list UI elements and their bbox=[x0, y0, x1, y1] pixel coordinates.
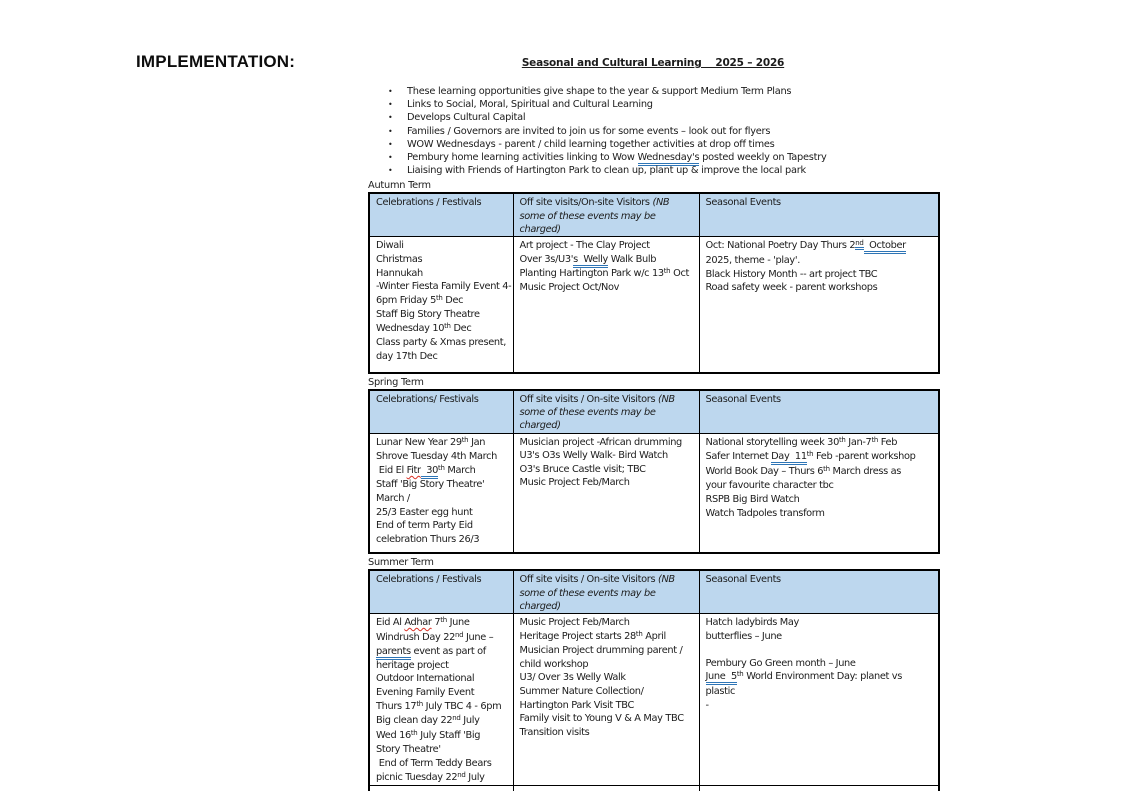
text-segment: Jan bbox=[468, 436, 486, 448]
text-line bbox=[706, 465, 935, 480]
text-line bbox=[706, 507, 935, 521]
table-cell bbox=[514, 614, 699, 739]
text-line bbox=[706, 630, 935, 644]
text-segment: Musician Project drumming parent / bbox=[519, 645, 683, 657]
text-line bbox=[376, 294, 509, 309]
text-segment: th bbox=[416, 699, 423, 708]
text-line bbox=[376, 743, 509, 757]
table-cell-slot bbox=[699, 237, 939, 373]
text-segment: th bbox=[838, 435, 846, 444]
text-line bbox=[706, 616, 935, 630]
body-row bbox=[369, 237, 939, 373]
text-segment: parents bbox=[376, 646, 411, 660]
header-row bbox=[369, 570, 939, 613]
text-segment: Jan-7 bbox=[845, 436, 872, 448]
table-cell bbox=[700, 237, 939, 294]
text-line bbox=[706, 254, 935, 268]
text-line bbox=[376, 492, 509, 506]
text-line bbox=[520, 712, 695, 726]
text-segment: Seasonal Events bbox=[705, 574, 781, 586]
text-line bbox=[706, 699, 935, 713]
table-cell bbox=[370, 194, 513, 209]
text-segment: Off site visits / On-site Visitors bbox=[519, 393, 658, 405]
text-line bbox=[376, 350, 509, 364]
text-line bbox=[376, 645, 509, 659]
text-segment: End of term Party Eid bbox=[376, 520, 473, 532]
text-line bbox=[520, 463, 695, 477]
text-segment: Over 3s/U3' bbox=[519, 253, 574, 265]
text-segment: World Book Day – Thurs 6 bbox=[705, 465, 824, 477]
bullet-item bbox=[368, 138, 938, 151]
text-segment: Pembury home learning activities linking to Wow bbox=[407, 152, 638, 164]
term-label: Spring Term bbox=[368, 376, 424, 388]
text-line bbox=[376, 573, 509, 586]
text-segment: celebration Thurs 26/3 bbox=[376, 533, 480, 545]
text-line bbox=[520, 699, 695, 713]
text-segment: 6pm Friday 5 bbox=[376, 294, 436, 306]
text-segment: Music Project Feb/March bbox=[519, 617, 630, 629]
text-line bbox=[520, 253, 695, 267]
text-segment: Outdoor International bbox=[376, 673, 475, 685]
text-segment: Transition visits bbox=[519, 726, 590, 738]
term-tables bbox=[368, 179, 938, 790]
text-segment: picnic Tuesday 22 bbox=[376, 771, 458, 783]
text-line bbox=[520, 671, 695, 685]
text-line bbox=[520, 419, 695, 432]
text-segment: October bbox=[864, 240, 906, 254]
text-segment: heritage project bbox=[376, 659, 449, 671]
text-segment: Wednesday 10 bbox=[376, 322, 445, 334]
text-segment: - bbox=[705, 699, 709, 711]
text-segment: Christmas bbox=[376, 253, 423, 265]
table-cell bbox=[370, 391, 513, 406]
text-segment: Walk Bulb bbox=[608, 253, 657, 265]
text-line bbox=[376, 506, 509, 520]
document-content bbox=[368, 57, 938, 791]
text-line bbox=[376, 436, 509, 451]
table-cell-slot bbox=[699, 433, 939, 553]
text-segment: Big clean day 22 bbox=[376, 715, 453, 727]
text-line bbox=[520, 196, 695, 209]
text-line bbox=[376, 253, 509, 267]
bullet-dot-icon: • bbox=[388, 87, 393, 96]
text-segment: Oct bbox=[670, 267, 689, 279]
text-segment: Staff Big Story Theatre bbox=[376, 309, 480, 321]
text-segment: 2025, theme - 'play'. bbox=[705, 254, 800, 266]
text-segment: th bbox=[871, 435, 879, 444]
text-line bbox=[376, 533, 509, 547]
text-segment: Celebrations/ Festivals bbox=[376, 393, 479, 405]
table-cell bbox=[370, 434, 513, 547]
text-segment: plastic bbox=[705, 686, 736, 698]
text-segment: charged) bbox=[519, 224, 561, 236]
text-segment: U3's O3s Welly Walk- Bird Watch bbox=[519, 450, 668, 462]
text-segment: Hatch ladybirds May bbox=[705, 617, 800, 629]
bullet-text bbox=[407, 151, 827, 164]
cutoff-cell bbox=[699, 786, 939, 791]
cutoff-row bbox=[369, 786, 939, 791]
text-segment: Music Project Feb/March bbox=[519, 477, 630, 489]
text-segment: July TBC 4 - 6pm bbox=[422, 700, 502, 712]
table-cell bbox=[700, 571, 939, 586]
text-line bbox=[706, 436, 935, 451]
text-segment: Art project - The Clay Project bbox=[519, 240, 650, 252]
table-cell bbox=[700, 614, 939, 712]
text-line bbox=[376, 196, 509, 209]
text-line bbox=[520, 223, 695, 236]
text-line bbox=[376, 616, 509, 631]
text-line bbox=[706, 493, 935, 507]
text-line bbox=[706, 670, 935, 685]
text-segment: your favourite character tbc bbox=[705, 480, 834, 492]
text-segment: O3's Bruce Castle visit; TBC bbox=[519, 463, 646, 475]
text-segment: Feb bbox=[878, 436, 898, 448]
text-segment: RSPB Big Bird Watch bbox=[705, 494, 800, 506]
text-segment: June 5 bbox=[706, 671, 737, 685]
bullet-item bbox=[368, 164, 938, 177]
text-segment: June – bbox=[463, 631, 494, 643]
text-segment: Day 11 bbox=[771, 451, 807, 465]
text-segment: 7 bbox=[431, 617, 441, 629]
table-cell-slot bbox=[513, 614, 699, 786]
text-segment: Seasonal Events bbox=[705, 197, 781, 209]
text-segment: Story Theatre' bbox=[376, 744, 441, 756]
text-line bbox=[520, 281, 695, 295]
text-line bbox=[520, 239, 695, 253]
text-line bbox=[520, 393, 695, 406]
text-segment: posted weekly on Tapestry bbox=[699, 152, 827, 164]
header-row bbox=[369, 193, 939, 236]
text-line bbox=[520, 600, 695, 613]
text-line bbox=[376, 714, 509, 729]
text-line bbox=[706, 239, 935, 254]
text-line bbox=[706, 393, 935, 406]
text-segment: Heritage Project starts 28 bbox=[519, 630, 636, 642]
text-segment: some of these events may be bbox=[519, 407, 656, 419]
text-segment: Pembury Go Green month – June bbox=[705, 657, 856, 669]
term-label: Summer Term bbox=[368, 557, 434, 569]
text-line bbox=[376, 672, 509, 686]
table-cell-slot bbox=[699, 614, 939, 786]
text-segment: some of these events may be bbox=[519, 587, 656, 599]
text-segment: th bbox=[806, 450, 814, 459]
table-cell bbox=[370, 571, 513, 586]
bullet-dot-icon: • bbox=[388, 126, 393, 136]
text-segment: Summer Nature Collection/ bbox=[519, 686, 644, 698]
body-row bbox=[369, 614, 939, 786]
bullet-text bbox=[407, 164, 806, 177]
text-line bbox=[376, 450, 509, 464]
page-title: IMPLEMENTATION: bbox=[136, 52, 296, 71]
text-segment: charged) bbox=[519, 420, 561, 432]
text-line bbox=[376, 729, 509, 744]
text-segment: Lunar New Year 29 bbox=[376, 436, 462, 448]
text-line bbox=[520, 476, 695, 490]
text-line bbox=[376, 322, 509, 337]
text-segment: March bbox=[444, 464, 476, 476]
text-line bbox=[706, 657, 935, 671]
text-segment: nd bbox=[454, 630, 464, 639]
text-segment: End of Term Teddy Bears bbox=[376, 758, 492, 770]
text-segment: Wednesday's bbox=[638, 152, 700, 166]
bullet-text bbox=[407, 98, 653, 111]
text-segment: World Environment Day: planet vs bbox=[743, 671, 902, 683]
text-segment: Music Project Oct/Nov bbox=[519, 282, 620, 294]
text-segment: th bbox=[440, 616, 447, 625]
text-line bbox=[520, 406, 695, 419]
bullet-item bbox=[368, 85, 938, 98]
text-segment: Celebrations / Festivals bbox=[376, 574, 482, 586]
text-line bbox=[520, 685, 695, 699]
table-cell bbox=[514, 194, 699, 236]
bullet-item bbox=[368, 98, 938, 111]
term-table bbox=[368, 192, 940, 373]
text-line bbox=[706, 450, 935, 465]
table-cell bbox=[370, 614, 513, 785]
text-segment: Dec bbox=[442, 294, 464, 306]
text-line bbox=[376, 393, 509, 406]
table-cell-slot bbox=[513, 237, 699, 373]
text-segment: nd bbox=[457, 770, 466, 779]
text-line bbox=[520, 630, 695, 645]
text-segment: Planting Hartington Park w/c 13 bbox=[519, 267, 664, 279]
text-line bbox=[706, 281, 935, 295]
bullet-item bbox=[368, 151, 938, 164]
text-segment: March dress as bbox=[829, 465, 902, 477]
text-segment: Hartington Park Visit TBC bbox=[519, 699, 634, 711]
text-segment: Evening Family Event bbox=[376, 687, 475, 699]
table-cell-slot bbox=[369, 433, 513, 553]
text-segment: child workshop bbox=[519, 658, 589, 670]
bullet-dot-icon: • bbox=[388, 153, 393, 163]
table-cell bbox=[514, 237, 699, 294]
text-line bbox=[706, 643, 935, 657]
text-segment: Diwali bbox=[376, 240, 404, 252]
text-line bbox=[706, 479, 935, 493]
cutoff-cell bbox=[369, 786, 513, 791]
bullet-text bbox=[407, 125, 770, 138]
text-line bbox=[376, 239, 509, 253]
text-line bbox=[520, 573, 695, 586]
text-line bbox=[376, 631, 509, 646]
bullet-text bbox=[407, 85, 791, 98]
bullet-dot-icon: • bbox=[388, 139, 393, 149]
text-segment: March / bbox=[376, 493, 410, 505]
body-row bbox=[369, 433, 939, 553]
bullet-dot-icon: • bbox=[388, 113, 393, 123]
text-segment: Adhar bbox=[404, 617, 432, 629]
text-segment: th bbox=[736, 670, 744, 679]
text-line bbox=[706, 573, 935, 586]
text-segment: Eid El bbox=[376, 464, 407, 476]
text-segment: Hannukah bbox=[376, 267, 423, 279]
table-cell-slot bbox=[513, 433, 699, 553]
text-segment: some of these events may be bbox=[519, 210, 656, 222]
text-line bbox=[520, 726, 695, 740]
table-cell-slot bbox=[513, 570, 699, 613]
text-segment: Celebrations / Festivals bbox=[376, 197, 482, 209]
text-segment: U3/ Over 3s Welly Walk bbox=[519, 672, 626, 684]
table-cell bbox=[514, 391, 699, 433]
text-segment: th bbox=[410, 728, 418, 737]
text-segment: WOW Wednesdays - parent / child learning together activities at drop off times bbox=[407, 138, 775, 150]
text-line bbox=[376, 700, 509, 715]
text-segment: Thurs 17 bbox=[376, 700, 417, 712]
text-segment: Off site visits / On-site Visitors bbox=[519, 574, 658, 586]
text-line bbox=[520, 644, 695, 658]
text-line bbox=[376, 478, 509, 492]
text-segment: National storytelling week 30 bbox=[705, 436, 839, 448]
text-line bbox=[376, 771, 509, 786]
table-cell-slot bbox=[699, 390, 939, 433]
text-segment: th bbox=[461, 435, 469, 444]
text-segment: Musician project -African drumming bbox=[519, 436, 682, 448]
text-segment: 25/3 Easter egg hunt bbox=[376, 506, 473, 518]
text-segment: day 17th Dec bbox=[376, 351, 438, 363]
table-cell bbox=[370, 237, 513, 363]
text-segment: th bbox=[438, 463, 445, 472]
text-segment: (NB bbox=[657, 574, 675, 586]
table-cell-slot bbox=[513, 390, 699, 433]
text-segment: Feb -parent workshop bbox=[813, 451, 916, 463]
text-line bbox=[376, 519, 509, 533]
text-segment: event as part of bbox=[410, 646, 486, 658]
text-segment: Off site visits/On-site Visitors bbox=[519, 197, 653, 209]
bullet-text bbox=[407, 138, 775, 151]
bullet-dot-icon: • bbox=[388, 166, 393, 176]
text-line bbox=[520, 436, 695, 450]
text-segment: June bbox=[446, 617, 470, 629]
term-table bbox=[368, 389, 940, 554]
bullet-dot-icon: • bbox=[388, 100, 393, 110]
term-label: Autumn Term bbox=[368, 180, 431, 192]
table-cell bbox=[514, 571, 699, 613]
table-cell bbox=[700, 194, 939, 209]
text-segment: Safer Internet bbox=[705, 451, 772, 463]
text-line bbox=[520, 587, 695, 600]
text-segment: th bbox=[823, 464, 830, 473]
text-line bbox=[376, 336, 509, 350]
text-segment: Family visit to Young V & A May TBC bbox=[519, 713, 684, 725]
text-segment: Eid Al bbox=[376, 617, 405, 629]
text-line bbox=[376, 267, 509, 281]
table-cell-slot bbox=[369, 237, 513, 373]
doc-title: Seasonal and Cultural Learning 2025 – 2026 bbox=[521, 57, 785, 69]
text-segment: th bbox=[444, 321, 451, 330]
table-cell-slot bbox=[369, 390, 513, 433]
text-segment: Families / Governors are invited to join us for some events – look out for flyers bbox=[407, 125, 771, 137]
text-segment: -Winter Fiesta Family Event 4- bbox=[376, 281, 512, 293]
text-line bbox=[376, 659, 509, 673]
text-segment: Black History Month -- art project TBC bbox=[705, 268, 878, 280]
table-cell-slot bbox=[369, 193, 513, 236]
text-line bbox=[706, 268, 935, 282]
text-segment: Dec bbox=[450, 322, 472, 334]
table-cell-slot bbox=[699, 570, 939, 613]
text-segment: July Staff 'Big bbox=[417, 729, 481, 741]
text-segment: 30 bbox=[421, 465, 438, 479]
header-row bbox=[369, 390, 939, 433]
text-segment: th bbox=[635, 629, 643, 638]
text-segment: Wed 16 bbox=[376, 729, 411, 741]
bullet-text bbox=[407, 111, 525, 124]
text-segment: (NB bbox=[652, 197, 670, 209]
text-segment: Links to Social, Moral, Spiritual and Cultural Learning bbox=[407, 99, 653, 111]
text-segment: nd bbox=[452, 714, 461, 723]
text-line bbox=[520, 616, 695, 630]
text-line bbox=[520, 449, 695, 463]
text-segment: Fitr bbox=[406, 464, 421, 476]
term-table bbox=[368, 569, 940, 791]
text-segment: July bbox=[465, 771, 485, 783]
text-segment: nd bbox=[855, 239, 863, 250]
table-cell-slot bbox=[369, 570, 513, 613]
text-segment: Oct: National Poetry Day Thurs 2 bbox=[705, 240, 856, 252]
text-segment: (NB bbox=[657, 393, 675, 405]
text-segment: July bbox=[460, 715, 480, 727]
table-cell bbox=[514, 434, 699, 490]
text-segment: Windrush Day 22 bbox=[376, 631, 455, 643]
text-segment: charged) bbox=[519, 600, 561, 612]
text-segment: s Welly bbox=[573, 254, 608, 268]
table-cell-slot bbox=[513, 193, 699, 236]
text-line bbox=[706, 196, 935, 209]
text-segment: Shrove Tuesday 4th March bbox=[376, 451, 498, 463]
text-line bbox=[376, 308, 509, 322]
cutoff-cell bbox=[513, 786, 699, 791]
text-segment: Watch Tadpoles transform bbox=[705, 507, 825, 519]
bullet-item bbox=[368, 125, 938, 138]
text-segment: April bbox=[642, 630, 666, 642]
bullet-list bbox=[368, 85, 938, 177]
text-segment: Road safety week - parent workshops bbox=[705, 282, 878, 294]
text-segment: Liaising with Friends of Hartington Park to clean up, plant up & improve the local park bbox=[407, 165, 806, 177]
bullet-item bbox=[368, 111, 938, 124]
table-cell-slot bbox=[699, 193, 939, 236]
text-line bbox=[520, 267, 695, 282]
text-segment: th bbox=[435, 293, 443, 302]
text-line bbox=[376, 464, 509, 479]
text-segment: th bbox=[663, 266, 671, 275]
text-line bbox=[520, 658, 695, 672]
text-segment: These learning opportunities give shape to the year & support Medium Term Plans bbox=[407, 86, 792, 97]
text-line bbox=[376, 686, 509, 700]
table-cell bbox=[700, 434, 939, 521]
table-cell bbox=[700, 391, 939, 406]
text-segment: Staff 'Big Story Theatre' bbox=[376, 479, 485, 491]
text-segment: Develops Cultural Capital bbox=[407, 112, 526, 124]
table-cell-slot bbox=[369, 614, 513, 786]
text-line bbox=[376, 280, 512, 294]
text-line bbox=[706, 685, 935, 699]
text-segment: Class party & Xmas present, bbox=[376, 337, 507, 349]
text-line bbox=[520, 210, 695, 223]
text-segment: butterflies – June bbox=[705, 630, 782, 642]
text-segment: Seasonal Events bbox=[705, 393, 781, 405]
text-line bbox=[376, 757, 509, 771]
